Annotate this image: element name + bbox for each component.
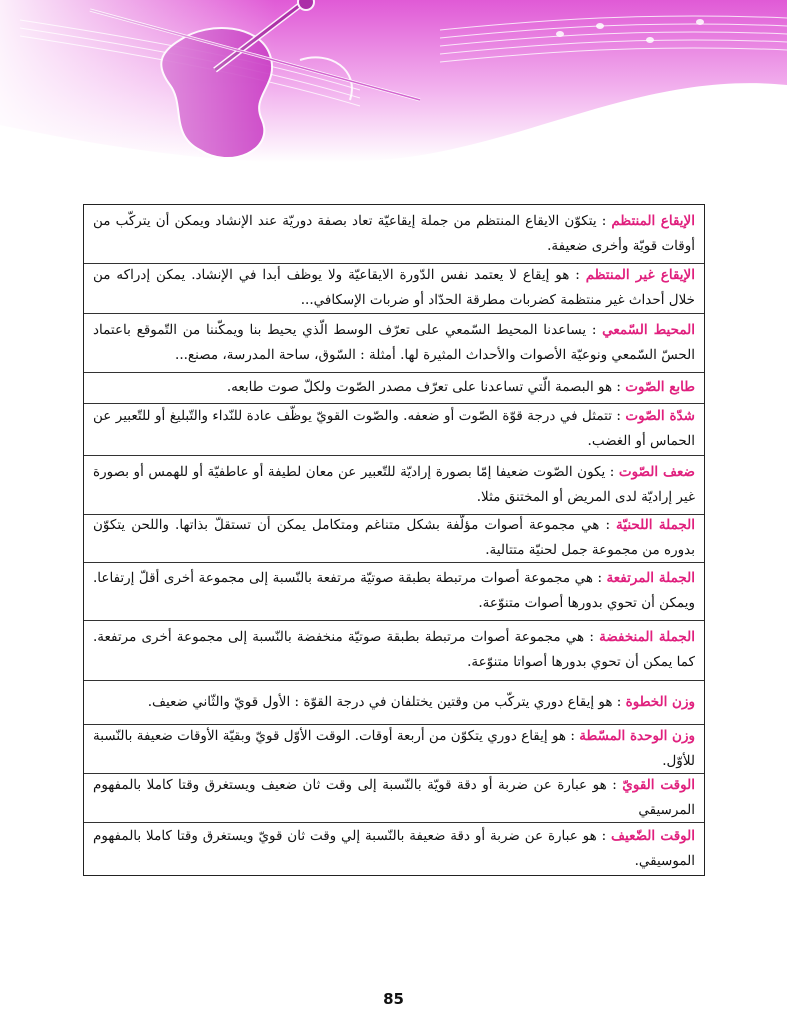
glossary-entry [93,263,695,313]
glossary-row [84,823,704,875]
glossary-term: المحيط السّمعي [602,321,695,338]
glossary-entry [93,318,695,368]
glossary-row [84,515,704,563]
glossary-definition: يساعدنا المحيط السّمعي على تعرّف الوسط الّذي يحيط بنا ويمكّننا من التّموقع باعتماد الحسّ السّمعي ونوعيّة الأصوات والأحداث المثيرة لها. أمثلة : السّوق، ساحة المدرسة، مصنع... [93,321,695,363]
glossary-row [84,621,704,681]
term-separator: : [606,776,623,793]
glossary-term: الإيقاع المنتظم [611,212,695,229]
glossary-term: الوقت الضّعيف [611,827,695,844]
term-separator: : [569,267,586,283]
term-separator: : [592,570,607,586]
glossary-term: وزن الوحدة المسّطة [579,727,695,744]
glossary-entry [93,209,695,259]
glossary-definition: هي مجموعة أصوات مرتبطة بطبقة صوتيّة مرتفعة بالنّسبة إلى مجموعة أخرى أقلّ إرتفاعا. ويمكن أن تحوي بدورها أصوات متنوّعة. [93,570,695,611]
glossary-entry [93,724,695,774]
glossary-row [84,314,704,373]
glossary-entry [93,566,695,616]
glossary-term: الجملة اللحنيّة [616,517,695,533]
glossary-term: الجملة المرتفعة [606,570,695,586]
glossary-term: وزن الخطوة [625,693,695,710]
glossary-row [84,681,704,725]
glossary-definition: هو البصمة الّتي تساعدنا على تعرّف مصدر الصّوت ولكلّ صوت طابعه. [226,379,613,395]
glossary-entry [93,375,695,400]
glossary-row [84,774,704,823]
glossary-definition: هو إيقاع لا يعتمد نفس الدّورة الايقاعيّة ولا يوظف أبدا في الإنشاد. يمكن إدراكه من خلال أحداث غير منتظمة كضربات مطرقة الحدّاد أو ضربات الإسكافي... [93,267,695,308]
glossary-entry [93,824,695,874]
term-separator: : [599,517,617,533]
glossary-row [84,456,704,515]
glossary-row [84,373,704,404]
glossary-row [84,205,704,264]
glossary-term: شدّة الصّوت [625,408,695,424]
term-separator: : [596,827,612,844]
term-separator: : [586,321,603,338]
glossary-row [84,725,704,774]
page-number: 85 [383,990,404,1008]
glossary-definition: هو عبارة عن ضربة أو دقة ضعيفة بالنّسبة إلي وقت ثان قويّ ويستغرق وقتا كاملا بالمفهوم الموسيقي. [93,827,695,869]
glossary-definition: هو إيقاع دوري يتكوّن من أربعة أوقات. الوقت الأوّل قويّ وبقيّة الأوقات ضعيفة بالنّسبة للأوّل. [93,727,695,769]
glossary-entry [93,625,695,675]
glossary-row [84,404,704,456]
glossary-entry [93,460,695,510]
term-separator: : [611,408,626,424]
glossary-entry [93,773,695,823]
glossary-term: الإيقاع غير المنتظم [585,267,696,283]
term-separator: : [612,693,626,710]
glossary-definition: يكون الصّوت ضعيفا إمّا بصورة إراديّة للتّعبير عن معان لطيفة أو عاطفيّة أو للهمس أو بصورة غير إراديّة لدى المريض أو المختنق مثلا. [93,463,695,505]
glossary-term: الوقت القويّ [622,776,695,793]
term-separator: : [566,727,580,744]
glossary-definition: هو عبارة عن ضربة أو دقة قويّة بالنّسبة إلى وقت ثان ضعيف ويستغرق وقتا كاملا بالمفهوم المرسيقي [93,776,695,818]
glossary-row [84,563,704,621]
term-separator: : [584,629,600,645]
violin-banner [0,0,787,175]
violin-sheet-music-icon [0,0,787,175]
term-separator: : [612,379,626,395]
glossary-entry [93,513,695,563]
glossary-term: ضعف الصّوت [618,463,696,480]
glossary-definition: تتمثل في درجة قوّة الصّوت أو ضعفه. والصّوت القويّ يوظّف عادة للنّداء والتّبليغ أو للتّعبير عن الحماس أو الغضب. [93,408,695,449]
term-separator: : [596,212,612,229]
glossary-term: طابع الصّوت [625,379,695,395]
glossary-definition: يتكوّن الايقاع المنتظم من جملة إيقاعيّة تعاد بصفة دوريّة عند الإنشاد ويمكن أن يتركّب من أوقات قويّة وأخرى ضعيفة. [93,212,695,254]
glossary-table [83,204,705,876]
glossary-entry [93,404,695,454]
glossary-term: الجملة المنخفضة [599,629,695,645]
glossary-definition: هي مجموعة أصوات مرتبطة بطبقة صوتيّة منخفضة بالنّسبة إلى مجموعة أخرى مرتفعة. كما يمكن أن تحوي بدورها أصواتا متنوّعة. [93,629,695,670]
glossary-entry [93,690,695,715]
glossary-definition: هو إيقاع دوري يتركّب من وقتين يختلفان في درجة القوّة : الأول قويّ والثّاني ضعيف. [147,693,613,710]
term-separator: : [605,463,619,480]
glossary-row [84,264,704,314]
glossary-definition: هي مجموعة أصوات مؤلّفة بشكل متناغم ومتكامل يمكن أن تستقلّ بذاتها. واللحن يتكوّن بدوره من مجموعة جمل لحنيّة متتالية. [93,517,695,558]
